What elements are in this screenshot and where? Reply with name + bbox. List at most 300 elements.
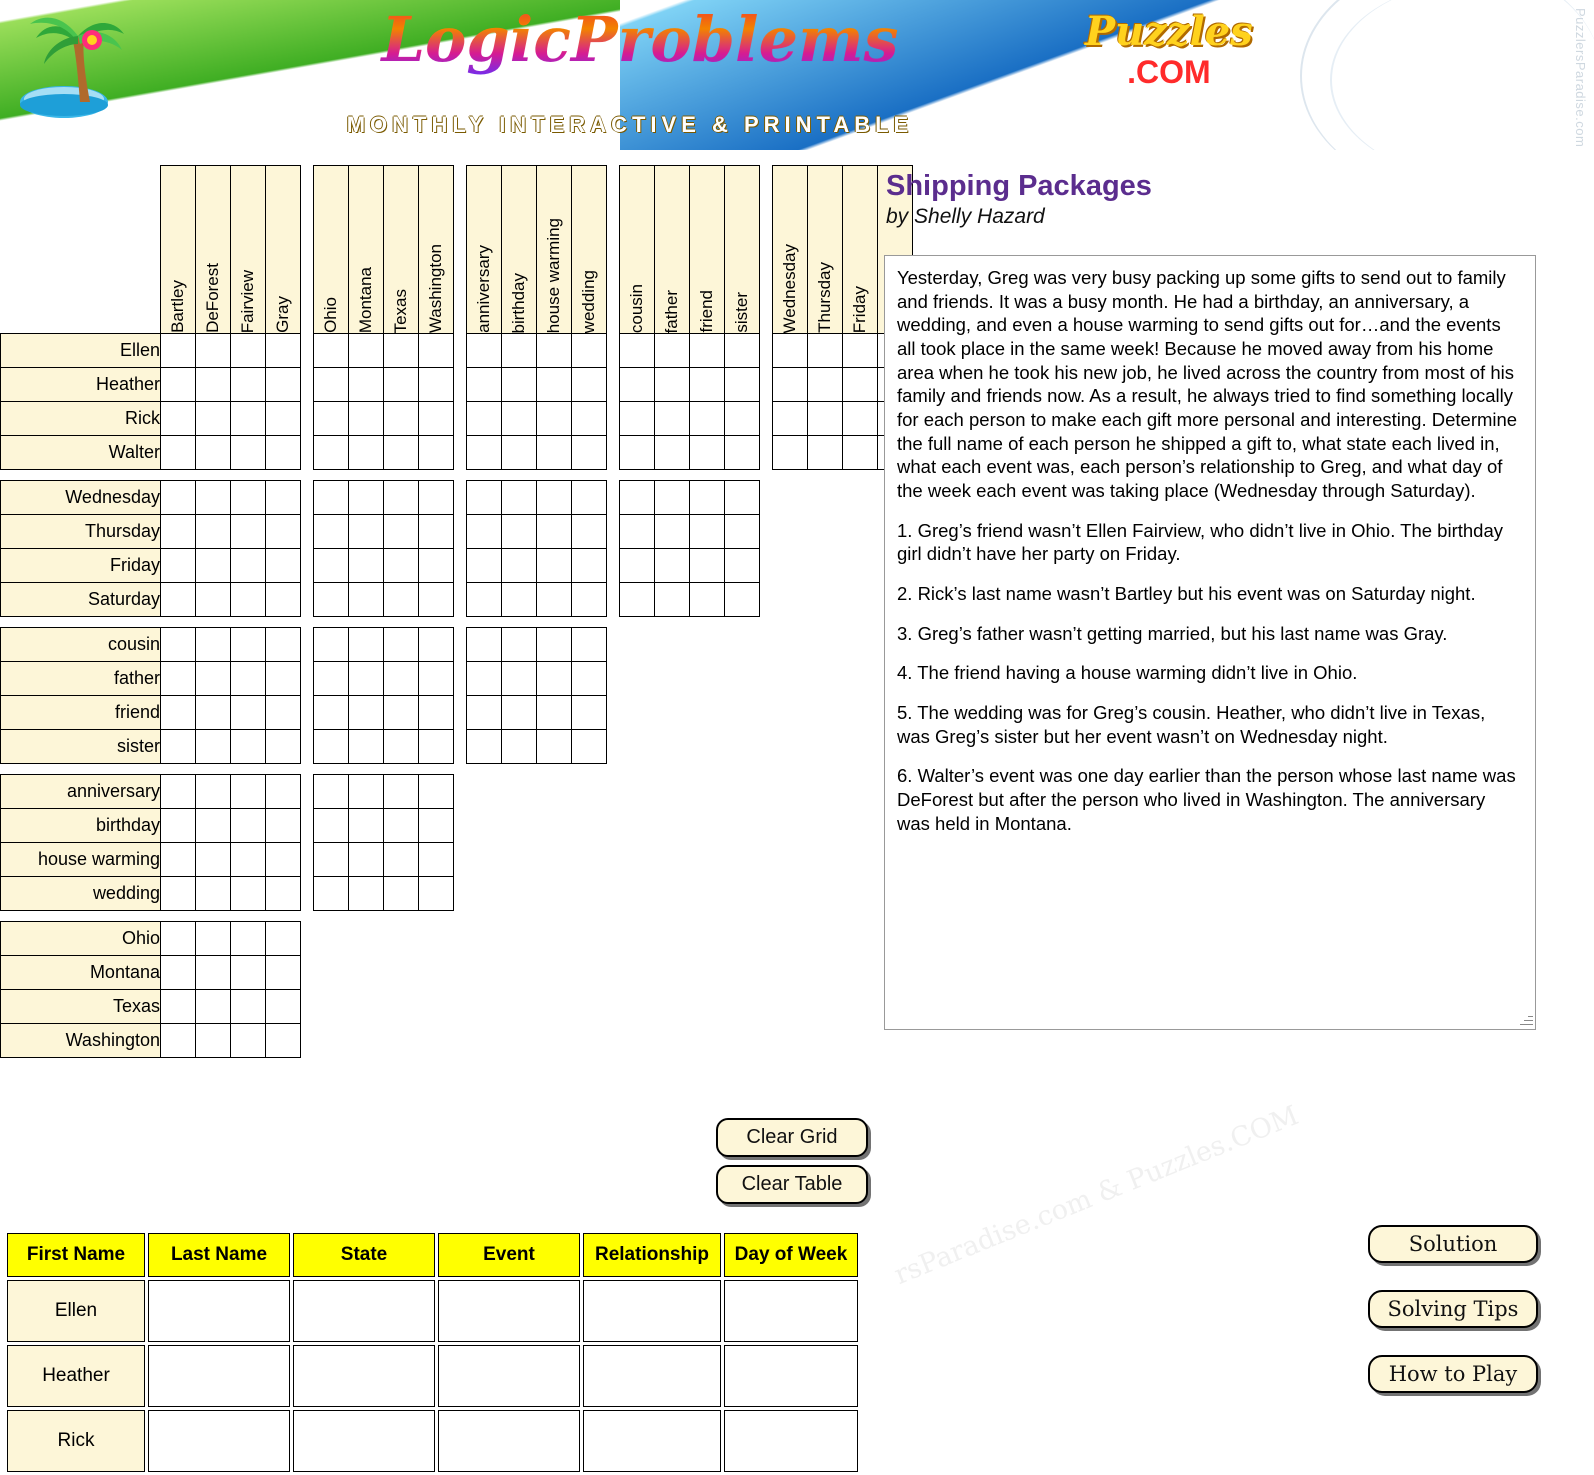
grid-cell[interactable] bbox=[161, 549, 196, 583]
grid-cell[interactable] bbox=[314, 843, 349, 877]
grid-cell[interactable] bbox=[196, 583, 231, 617]
grid-cell[interactable] bbox=[690, 515, 725, 549]
answer-cell-relationship[interactable] bbox=[583, 1410, 721, 1472]
grid-cell[interactable] bbox=[196, 877, 231, 911]
grid-cell[interactable] bbox=[419, 549, 454, 583]
grid-cell[interactable] bbox=[196, 696, 231, 730]
grid-cell[interactable] bbox=[725, 334, 760, 368]
grid-cell[interactable] bbox=[196, 956, 231, 990]
answer-cell-day[interactable] bbox=[724, 1410, 858, 1472]
grid-empty-cell bbox=[843, 481, 878, 515]
grid-cell[interactable] bbox=[725, 515, 760, 549]
grid-cell[interactable] bbox=[349, 775, 384, 809]
answer-cell-event[interactable] bbox=[438, 1345, 580, 1407]
grid-cell[interactable] bbox=[161, 956, 196, 990]
grid-cell[interactable] bbox=[349, 809, 384, 843]
grid-spacer bbox=[301, 617, 314, 628]
grid-cell[interactable] bbox=[843, 436, 878, 470]
grid-cell[interactable] bbox=[384, 696, 419, 730]
resize-handle-icon[interactable] bbox=[1519, 1013, 1533, 1027]
answer-cell-first-name: Heather bbox=[7, 1345, 145, 1407]
grid-cell[interactable] bbox=[537, 515, 572, 549]
grid-cell[interactable] bbox=[843, 368, 878, 402]
grid-cell[interactable] bbox=[843, 334, 878, 368]
grid-cell[interactable] bbox=[384, 549, 419, 583]
grid-cell[interactable] bbox=[384, 809, 419, 843]
puzzle-text-panel[interactable] bbox=[884, 255, 1536, 1030]
grid-cell[interactable] bbox=[231, 549, 266, 583]
grid-cell[interactable] bbox=[161, 583, 196, 617]
grid-cell[interactable] bbox=[349, 515, 384, 549]
how-to-play-button[interactable]: How to Play bbox=[1368, 1355, 1538, 1393]
grid-cell[interactable] bbox=[843, 402, 878, 436]
grid-cell[interactable] bbox=[231, 730, 266, 764]
grid-cell[interactable] bbox=[537, 402, 572, 436]
grid-col-header-wednesday bbox=[773, 166, 808, 334]
grid-cell[interactable] bbox=[808, 402, 843, 436]
grid-cell[interactable] bbox=[419, 696, 454, 730]
grid-cell[interactable] bbox=[572, 334, 607, 368]
grid-cell[interactable] bbox=[384, 583, 419, 617]
grid-cell[interactable] bbox=[419, 877, 454, 911]
grid-cell[interactable] bbox=[690, 481, 725, 515]
grid-cell[interactable] bbox=[231, 583, 266, 617]
grid-cell[interactable] bbox=[537, 628, 572, 662]
grid-cell[interactable] bbox=[808, 368, 843, 402]
grid-cell[interactable] bbox=[419, 515, 454, 549]
grid-cell[interactable] bbox=[690, 334, 725, 368]
grid-cell[interactable] bbox=[349, 662, 384, 696]
grid-cell[interactable] bbox=[231, 515, 266, 549]
grid-cell[interactable] bbox=[161, 662, 196, 696]
solution-button[interactable]: Solution bbox=[1368, 1225, 1538, 1263]
grid-cell[interactable] bbox=[266, 775, 301, 809]
answer-cell-state[interactable] bbox=[293, 1345, 435, 1407]
grid-cell[interactable] bbox=[161, 922, 196, 956]
grid-cell[interactable] bbox=[314, 436, 349, 470]
grid-cell[interactable] bbox=[266, 696, 301, 730]
watermark-text: PuzzlersParadise.com bbox=[1573, 8, 1588, 148]
grid-cell[interactable] bbox=[725, 368, 760, 402]
grid-cell[interactable] bbox=[314, 402, 349, 436]
grid-cell[interactable] bbox=[467, 696, 502, 730]
grid-cell[interactable] bbox=[502, 481, 537, 515]
answer-cell-last-name[interactable] bbox=[148, 1280, 290, 1342]
grid-cell[interactable] bbox=[161, 515, 196, 549]
grid-cell[interactable] bbox=[231, 662, 266, 696]
grid-cell[interactable] bbox=[266, 628, 301, 662]
solving-tips-button[interactable]: Solving Tips bbox=[1368, 1290, 1538, 1328]
grid-spacer bbox=[419, 617, 454, 628]
answer-cell-event[interactable] bbox=[438, 1280, 580, 1342]
answer-cell-state[interactable] bbox=[293, 1410, 435, 1472]
grid-cell[interactable] bbox=[314, 809, 349, 843]
grid-cell[interactable] bbox=[467, 436, 502, 470]
grid-cell[interactable] bbox=[314, 583, 349, 617]
grid-cell[interactable] bbox=[196, 1024, 231, 1058]
grid-cell[interactable] bbox=[161, 628, 196, 662]
grid-cell[interactable] bbox=[655, 368, 690, 402]
grid-empty-cell bbox=[655, 662, 690, 696]
answer-cell-day[interactable] bbox=[724, 1345, 858, 1407]
grid-cell[interactable] bbox=[196, 809, 231, 843]
grid-cell[interactable] bbox=[725, 481, 760, 515]
grid-cell[interactable] bbox=[655, 402, 690, 436]
grid-cell[interactable] bbox=[196, 368, 231, 402]
grid-cell[interactable] bbox=[196, 628, 231, 662]
grid-cell[interactable] bbox=[349, 730, 384, 764]
grid-cell[interactable] bbox=[467, 549, 502, 583]
grid-cell[interactable] bbox=[384, 481, 419, 515]
grid-cell[interactable] bbox=[266, 1024, 301, 1058]
grid-cell[interactable] bbox=[196, 922, 231, 956]
grid-cell[interactable] bbox=[314, 628, 349, 662]
grid-cell[interactable] bbox=[314, 515, 349, 549]
grid-cell[interactable] bbox=[161, 696, 196, 730]
grid-cell[interactable] bbox=[537, 334, 572, 368]
grid-cell[interactable] bbox=[266, 515, 301, 549]
grid-cell[interactable] bbox=[231, 368, 266, 402]
grid-cell[interactable] bbox=[161, 1024, 196, 1058]
grid-cell[interactable] bbox=[349, 481, 384, 515]
grid-cell[interactable] bbox=[572, 696, 607, 730]
grid-cell[interactable] bbox=[572, 481, 607, 515]
grid-cell[interactable] bbox=[773, 368, 808, 402]
grid-cell[interactable] bbox=[314, 549, 349, 583]
grid-cell[interactable] bbox=[384, 334, 419, 368]
grid-cell[interactable] bbox=[231, 436, 266, 470]
grid-cell[interactable] bbox=[231, 628, 266, 662]
grid-cell[interactable] bbox=[419, 775, 454, 809]
grid-cell[interactable] bbox=[266, 990, 301, 1024]
grid-cell[interactable] bbox=[502, 696, 537, 730]
grid-cell[interactable] bbox=[467, 515, 502, 549]
grid-cell[interactable] bbox=[231, 696, 266, 730]
col-label-text: anniversary bbox=[474, 245, 493, 333]
grid-cell[interactable] bbox=[231, 334, 266, 368]
grid-cell[interactable] bbox=[502, 583, 537, 617]
grid-cell[interactable] bbox=[314, 696, 349, 730]
grid-row bbox=[1, 549, 913, 583]
grid-cell[interactable] bbox=[502, 334, 537, 368]
grid-cell[interactable] bbox=[349, 843, 384, 877]
grid-empty-cell bbox=[349, 990, 384, 1024]
grid-cell[interactable] bbox=[572, 368, 607, 402]
grid-empty-cell bbox=[467, 877, 502, 911]
grid-cell[interactable] bbox=[196, 549, 231, 583]
grid-cell[interactable] bbox=[349, 436, 384, 470]
grid-cell[interactable] bbox=[419, 368, 454, 402]
grid-cell[interactable] bbox=[161, 368, 196, 402]
grid-cell[interactable] bbox=[161, 843, 196, 877]
grid-body bbox=[1, 334, 913, 1058]
grid-cell[interactable] bbox=[196, 843, 231, 877]
grid-cell[interactable] bbox=[690, 436, 725, 470]
grid-cell[interactable] bbox=[620, 515, 655, 549]
grid-empty-cell bbox=[773, 877, 808, 911]
grid-cell[interactable] bbox=[467, 368, 502, 402]
grid-cell[interactable] bbox=[384, 775, 419, 809]
grid-cell[interactable] bbox=[419, 843, 454, 877]
grid-cell[interactable] bbox=[314, 662, 349, 696]
grid-cell[interactable] bbox=[231, 1024, 266, 1058]
grid-cell[interactable] bbox=[314, 368, 349, 402]
grid-empty-cell bbox=[572, 1024, 607, 1058]
grid-cell[interactable] bbox=[502, 402, 537, 436]
grid-cell[interactable] bbox=[384, 877, 419, 911]
grid-cell[interactable] bbox=[467, 730, 502, 764]
grid-row bbox=[1, 956, 913, 990]
grid-cell[interactable] bbox=[808, 334, 843, 368]
grid-cell[interactable] bbox=[196, 481, 231, 515]
answer-cell-last-name[interactable] bbox=[148, 1410, 290, 1472]
grid-cell[interactable] bbox=[419, 662, 454, 696]
answer-cell-event[interactable] bbox=[438, 1410, 580, 1472]
grid-cell[interactable] bbox=[196, 334, 231, 368]
grid-cell[interactable] bbox=[231, 809, 266, 843]
grid-cell[interactable] bbox=[266, 809, 301, 843]
grid-cell[interactable] bbox=[655, 515, 690, 549]
grid-cell[interactable] bbox=[502, 628, 537, 662]
grid-cell[interactable] bbox=[537, 583, 572, 617]
grid-gap bbox=[760, 334, 773, 368]
grid-cell[interactable] bbox=[572, 730, 607, 764]
grid-cell[interactable] bbox=[572, 628, 607, 662]
grid-cell[interactable] bbox=[502, 368, 537, 402]
grid-gap bbox=[607, 775, 620, 809]
banner-right-area bbox=[1270, 0, 1594, 150]
grid-cell[interactable] bbox=[266, 368, 301, 402]
grid-cell[interactable] bbox=[773, 436, 808, 470]
grid-cell[interactable] bbox=[419, 436, 454, 470]
grid-cell[interactable] bbox=[266, 922, 301, 956]
grid-cell[interactable] bbox=[572, 436, 607, 470]
grid-cell[interactable] bbox=[266, 662, 301, 696]
grid-cell[interactable] bbox=[196, 662, 231, 696]
grid-cell[interactable] bbox=[266, 436, 301, 470]
grid-cell[interactable] bbox=[690, 583, 725, 617]
grid-cell[interactable] bbox=[196, 436, 231, 470]
grid-col-header-fairview bbox=[231, 166, 266, 334]
grid-gap bbox=[454, 515, 467, 549]
puzzle-author: by Shelly Hazard bbox=[886, 205, 1045, 228]
grid-cell[interactable] bbox=[231, 956, 266, 990]
grid-cell[interactable] bbox=[725, 436, 760, 470]
grid-cell[interactable] bbox=[161, 809, 196, 843]
grid-cell[interactable] bbox=[314, 481, 349, 515]
grid-cell[interactable] bbox=[384, 730, 419, 764]
grid-cell[interactable] bbox=[161, 775, 196, 809]
grid-cell[interactable] bbox=[725, 583, 760, 617]
grid-cell[interactable] bbox=[419, 334, 454, 368]
grid-cell[interactable] bbox=[467, 583, 502, 617]
grid-cell[interactable] bbox=[349, 583, 384, 617]
grid-cell[interactable] bbox=[161, 990, 196, 1024]
grid-gap bbox=[301, 402, 314, 436]
grid-cell[interactable] bbox=[196, 515, 231, 549]
grid-cell[interactable] bbox=[266, 583, 301, 617]
grid-cell[interactable] bbox=[266, 549, 301, 583]
grid-cell[interactable] bbox=[231, 402, 266, 436]
grid-cell[interactable] bbox=[620, 583, 655, 617]
grid-cell[interactable] bbox=[502, 662, 537, 696]
grid-cell[interactable] bbox=[349, 877, 384, 911]
grid-cell[interactable] bbox=[384, 515, 419, 549]
grid-cell[interactable] bbox=[725, 549, 760, 583]
grid-cell[interactable] bbox=[384, 436, 419, 470]
grid-spacer bbox=[620, 764, 655, 775]
grid-cell[interactable] bbox=[537, 481, 572, 515]
grid-cell[interactable] bbox=[620, 481, 655, 515]
grid-cell[interactable] bbox=[537, 549, 572, 583]
grid-cell[interactable] bbox=[620, 334, 655, 368]
grid-cell[interactable] bbox=[349, 402, 384, 436]
grid-cell[interactable] bbox=[620, 436, 655, 470]
clear-table-button[interactable]: Clear Table bbox=[716, 1165, 868, 1204]
grid-cell[interactable] bbox=[655, 334, 690, 368]
grid-cell[interactable] bbox=[419, 730, 454, 764]
grid-cell[interactable] bbox=[502, 730, 537, 764]
grid-cell[interactable] bbox=[384, 628, 419, 662]
grid-cell[interactable] bbox=[537, 696, 572, 730]
grid-cell[interactable] bbox=[419, 628, 454, 662]
grid-cell[interactable] bbox=[384, 402, 419, 436]
grid-cell[interactable] bbox=[502, 436, 537, 470]
grid-cell[interactable] bbox=[690, 549, 725, 583]
grid-cell[interactable] bbox=[467, 334, 502, 368]
grid-cell[interactable] bbox=[266, 956, 301, 990]
grid-cell[interactable] bbox=[349, 628, 384, 662]
col-label-text: Thursday bbox=[815, 262, 834, 333]
grid-cell[interactable] bbox=[161, 402, 196, 436]
grid-spacer bbox=[607, 470, 620, 481]
grid-cell[interactable] bbox=[266, 843, 301, 877]
grid-cell[interactable] bbox=[231, 990, 266, 1024]
grid-cell[interactable] bbox=[773, 402, 808, 436]
grid-cell[interactable] bbox=[725, 402, 760, 436]
grid-cell[interactable] bbox=[502, 515, 537, 549]
grid-gap bbox=[760, 990, 773, 1024]
grid-cell[interactable] bbox=[655, 481, 690, 515]
grid-cell[interactable] bbox=[161, 730, 196, 764]
clear-grid-button[interactable]: Clear Grid bbox=[716, 1118, 868, 1157]
grid-cell[interactable] bbox=[349, 334, 384, 368]
answer-cell-last-name[interactable] bbox=[148, 1345, 290, 1407]
grid-cell[interactable] bbox=[467, 402, 502, 436]
grid-spacer bbox=[349, 470, 384, 481]
grid-empty-cell bbox=[843, 956, 878, 990]
grid-cell[interactable] bbox=[620, 549, 655, 583]
grid-cell[interactable] bbox=[349, 549, 384, 583]
grid-cell[interactable] bbox=[419, 481, 454, 515]
grid-spacer bbox=[690, 470, 725, 481]
grid-empty-cell bbox=[690, 696, 725, 730]
grid-cell[interactable] bbox=[266, 877, 301, 911]
grid-cell[interactable] bbox=[537, 436, 572, 470]
grid-empty-cell bbox=[690, 809, 725, 843]
grid-gap bbox=[760, 481, 773, 515]
grid-cell[interactable] bbox=[773, 334, 808, 368]
grid-gap bbox=[301, 628, 314, 662]
grid-cell[interactable] bbox=[467, 662, 502, 696]
grid-cell[interactable] bbox=[196, 990, 231, 1024]
grid-cell[interactable] bbox=[467, 481, 502, 515]
grid-cell[interactable] bbox=[655, 549, 690, 583]
grid-empty-cell bbox=[808, 628, 843, 662]
grid-cell[interactable] bbox=[266, 334, 301, 368]
grid-cell[interactable] bbox=[502, 549, 537, 583]
answer-cell-relationship[interactable] bbox=[583, 1345, 721, 1407]
grid-cell[interactable] bbox=[231, 843, 266, 877]
grid-cell[interactable] bbox=[419, 583, 454, 617]
grid-cell[interactable] bbox=[161, 877, 196, 911]
grid-cell[interactable] bbox=[620, 368, 655, 402]
grid-cell[interactable] bbox=[690, 402, 725, 436]
grid-cell[interactable] bbox=[572, 549, 607, 583]
grid-cell[interactable] bbox=[384, 368, 419, 402]
grid-spacer bbox=[725, 764, 760, 775]
grid-cell[interactable] bbox=[266, 481, 301, 515]
grid-cell[interactable] bbox=[196, 730, 231, 764]
grid-spacer bbox=[502, 911, 537, 922]
grid-cell[interactable] bbox=[314, 334, 349, 368]
grid-cell[interactable] bbox=[266, 730, 301, 764]
grid-cell[interactable] bbox=[161, 481, 196, 515]
grid-cell[interactable] bbox=[231, 877, 266, 911]
grid-cell[interactable] bbox=[314, 877, 349, 911]
grid-gap bbox=[760, 775, 773, 809]
grid-cell[interactable] bbox=[314, 730, 349, 764]
grid-cell[interactable] bbox=[384, 662, 419, 696]
grid-cell[interactable] bbox=[349, 368, 384, 402]
grid-cell[interactable] bbox=[349, 696, 384, 730]
grid-cell[interactable] bbox=[572, 515, 607, 549]
grid-cell[interactable] bbox=[572, 662, 607, 696]
grid-gap bbox=[607, 402, 620, 436]
grid-cell[interactable] bbox=[419, 809, 454, 843]
answer-cell-state[interactable] bbox=[293, 1280, 435, 1342]
grid-cell[interactable] bbox=[161, 436, 196, 470]
grid-row-header-saturday: Saturday bbox=[1, 583, 161, 617]
grid-cell[interactable] bbox=[196, 402, 231, 436]
grid-cell[interactable] bbox=[314, 775, 349, 809]
answer-cell-day[interactable] bbox=[724, 1280, 858, 1342]
grid-cell[interactable] bbox=[467, 628, 502, 662]
grid-cell[interactable] bbox=[655, 583, 690, 617]
grid-cell[interactable] bbox=[537, 662, 572, 696]
grid-cell[interactable] bbox=[537, 368, 572, 402]
grid-empty-cell bbox=[843, 809, 878, 843]
grid-cell[interactable] bbox=[384, 843, 419, 877]
site-header-banner bbox=[0, 0, 1594, 150]
answer-cell-relationship[interactable] bbox=[583, 1280, 721, 1342]
grid-cell[interactable] bbox=[196, 775, 231, 809]
grid-cell[interactable] bbox=[266, 402, 301, 436]
grid-cell[interactable] bbox=[690, 368, 725, 402]
grid-cell[interactable] bbox=[537, 730, 572, 764]
grid-cell[interactable] bbox=[620, 402, 655, 436]
grid-cell[interactable] bbox=[161, 334, 196, 368]
grid-cell[interactable] bbox=[231, 481, 266, 515]
grid-cell[interactable] bbox=[419, 402, 454, 436]
grid-cell[interactable] bbox=[655, 436, 690, 470]
grid-cell[interactable] bbox=[808, 436, 843, 470]
grid-cell[interactable] bbox=[572, 402, 607, 436]
grid-cell[interactable] bbox=[572, 583, 607, 617]
grid-cell[interactable] bbox=[231, 775, 266, 809]
grid-cell[interactable] bbox=[231, 922, 266, 956]
grid-spacer bbox=[196, 617, 231, 628]
